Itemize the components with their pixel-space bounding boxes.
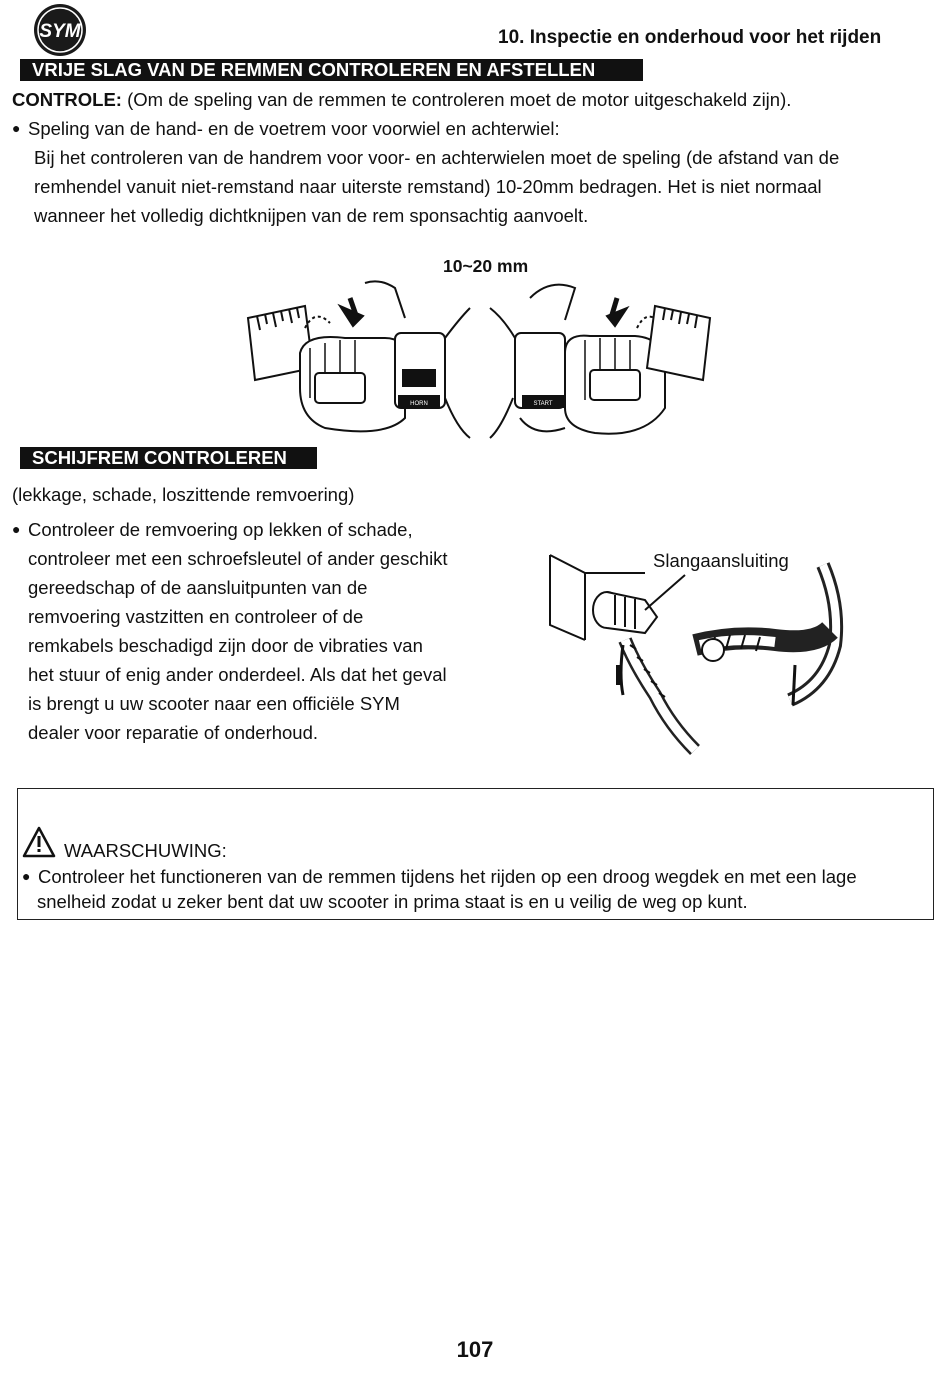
bullet-icon: ● [22,868,31,884]
svg-text:START: START [533,401,553,407]
page-number: 107 [456,1337,494,1362]
hose-connection-illustration [545,545,880,760]
list-line: dealer voor reparatie of onderhoud. [28,722,319,743]
warning-title: WAARSCHUWING: [64,840,227,861]
section-heading-disc-brake: SCHIJFREM CONTROLEREN [20,447,317,469]
list-line: remvoering vastzitten en controleer of de [28,606,364,627]
chapter-title: 10. Inspectie en onderhoud voor het rijden [498,27,882,48]
warning-triangle-icon [22,826,56,858]
paragraph-line: remhendel vanuit niet-remstand naar uiterste remstand) 10-20mm bedragen. Het is niet normaal [34,176,822,197]
list-line: het stuur of enig ander onderdeel. Als dat het geval [28,664,447,685]
warning-line: snelheid zodat u zeker bent dat uw scooter in prima staat is en u veilig de weg op kunt. [37,891,748,912]
disc-brake-list [12,515,448,747]
figure-label-hose-connection: Slangaansluiting [653,550,789,571]
svg-text:SYM: SYM [39,21,81,42]
bullet-text: Speling van de hand- en de voetrem voor voorwiel en achterwiel: [28,118,560,139]
list-line: is brengt u uw scooter naar een officiële SYM [28,693,400,714]
sym-logo [32,2,88,58]
bullet-icon: ● [12,120,21,136]
section-heading-brake-play: VRIJE SLAG VAN DE REMMEN CONTROLEREN EN AFSTELLEN [20,59,643,81]
list-line: controleer met een schroefsleutel of ander geschikt [28,548,448,569]
controle-text: (Om de speling van de remmen te controleren moet de motor uitgeschakeld zijn). [121,89,792,110]
controle-label: CONTROLE: [12,89,122,110]
right-scale-ruler [647,306,710,380]
brake-lever-illustration [245,278,715,446]
svg-text:HORN: HORN [410,401,428,407]
disc-brake-subtitle: (lekkage, schade, loszittende remvoering) [12,484,355,505]
bullet-icon: ● [12,521,21,537]
paragraph-line: Bij het controleren van de handrem voor voor- en achterwielen moet de speling (de afstand van de [34,147,840,168]
list-line: gereedschap of de aansluitpunten van de [28,577,368,598]
controle-paragraph [12,85,791,114]
figure-caption-play: 10~20 mm [443,256,529,276]
warning-line: ● Controleer het functioneren van de remmen tijdens het rijden op een droog wegdek en met een lage [22,866,857,887]
list-line: remkabels beschadigd zijn door de vibraties van [28,635,423,656]
list-item: ● Controleer de remvoering op lekken of schade, [12,515,448,544]
bullet-brake-play [12,114,560,143]
brake-play-paragraph [34,143,839,230]
paragraph-line: wanneer het volledig dichtknijpen van de rem sponsachtig aanvoelt. [34,205,589,226]
